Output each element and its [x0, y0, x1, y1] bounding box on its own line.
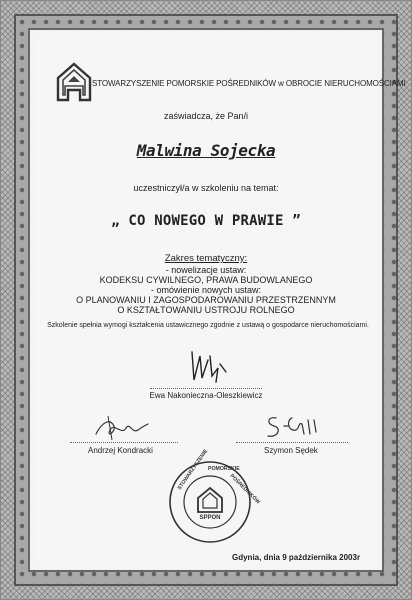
svg-text:POŚREDNIKÓW: POŚREDNIKÓW [228, 473, 261, 506]
signatory-right: Szymon Sędek [264, 446, 318, 455]
organization-name: STOWARZYSZENIE POMORSKIE POŚREDNIKÓW w OBROCIE NIERUCHOMOŚCIAMI [92, 79, 406, 88]
scope-line: O KSZTAŁTOWANIU USTROJU ROLNEGO [117, 305, 295, 315]
signature-right [262, 412, 326, 444]
scope-line: - omówienie nowych ustaw: [150, 285, 262, 295]
scope-line: - nowelizacje ustaw: [165, 265, 247, 275]
certifies-text: zaświadcza, że Pan/i [163, 111, 249, 121]
svg-text:STOWARZYSZENIE: STOWARZYSZENIE [176, 448, 210, 492]
completed-text: uczestniczył/a w szkoleniu na temat: [133, 183, 279, 193]
signature-center [186, 346, 232, 386]
signatory-left: Andrzej Kondracki [88, 446, 153, 455]
signature-left [92, 412, 150, 444]
signature-line-left [70, 442, 178, 443]
issue-date: Gdynia, dnia 9 października 2003r [232, 553, 361, 562]
recipient-name: Malwina Sojecka [136, 141, 276, 160]
training-topic: „ CO NOWEGO W PRAWIE ” [111, 213, 301, 229]
scope-line: O PLANOWANIU I ZAGOSPODAROWANIU PRZESTRZENNYM [76, 295, 336, 305]
svg-text:POMORSKIE: POMORSKIE [208, 466, 240, 472]
organization-seal-icon [168, 448, 261, 544]
signature-line-right [236, 442, 348, 443]
regulation-note: Szkolenie spełnia wymogi kształcenia ustawicznego zgodnie z ustawą o gospodarce nieruchomościami. [47, 322, 369, 329]
scope-line: KODEKSU CYWILNEGO, PRAWA BUDOWLANEGO [99, 275, 313, 285]
scope-heading: Zakres tematyczny: [164, 253, 248, 264]
signatory-center: Ewa Nakonieczna-Oleszkiewicz [149, 391, 263, 400]
house-logo-icon [56, 62, 92, 102]
signature-line-center [150, 388, 262, 389]
svg-text:SPPON: SPPON [199, 515, 221, 521]
